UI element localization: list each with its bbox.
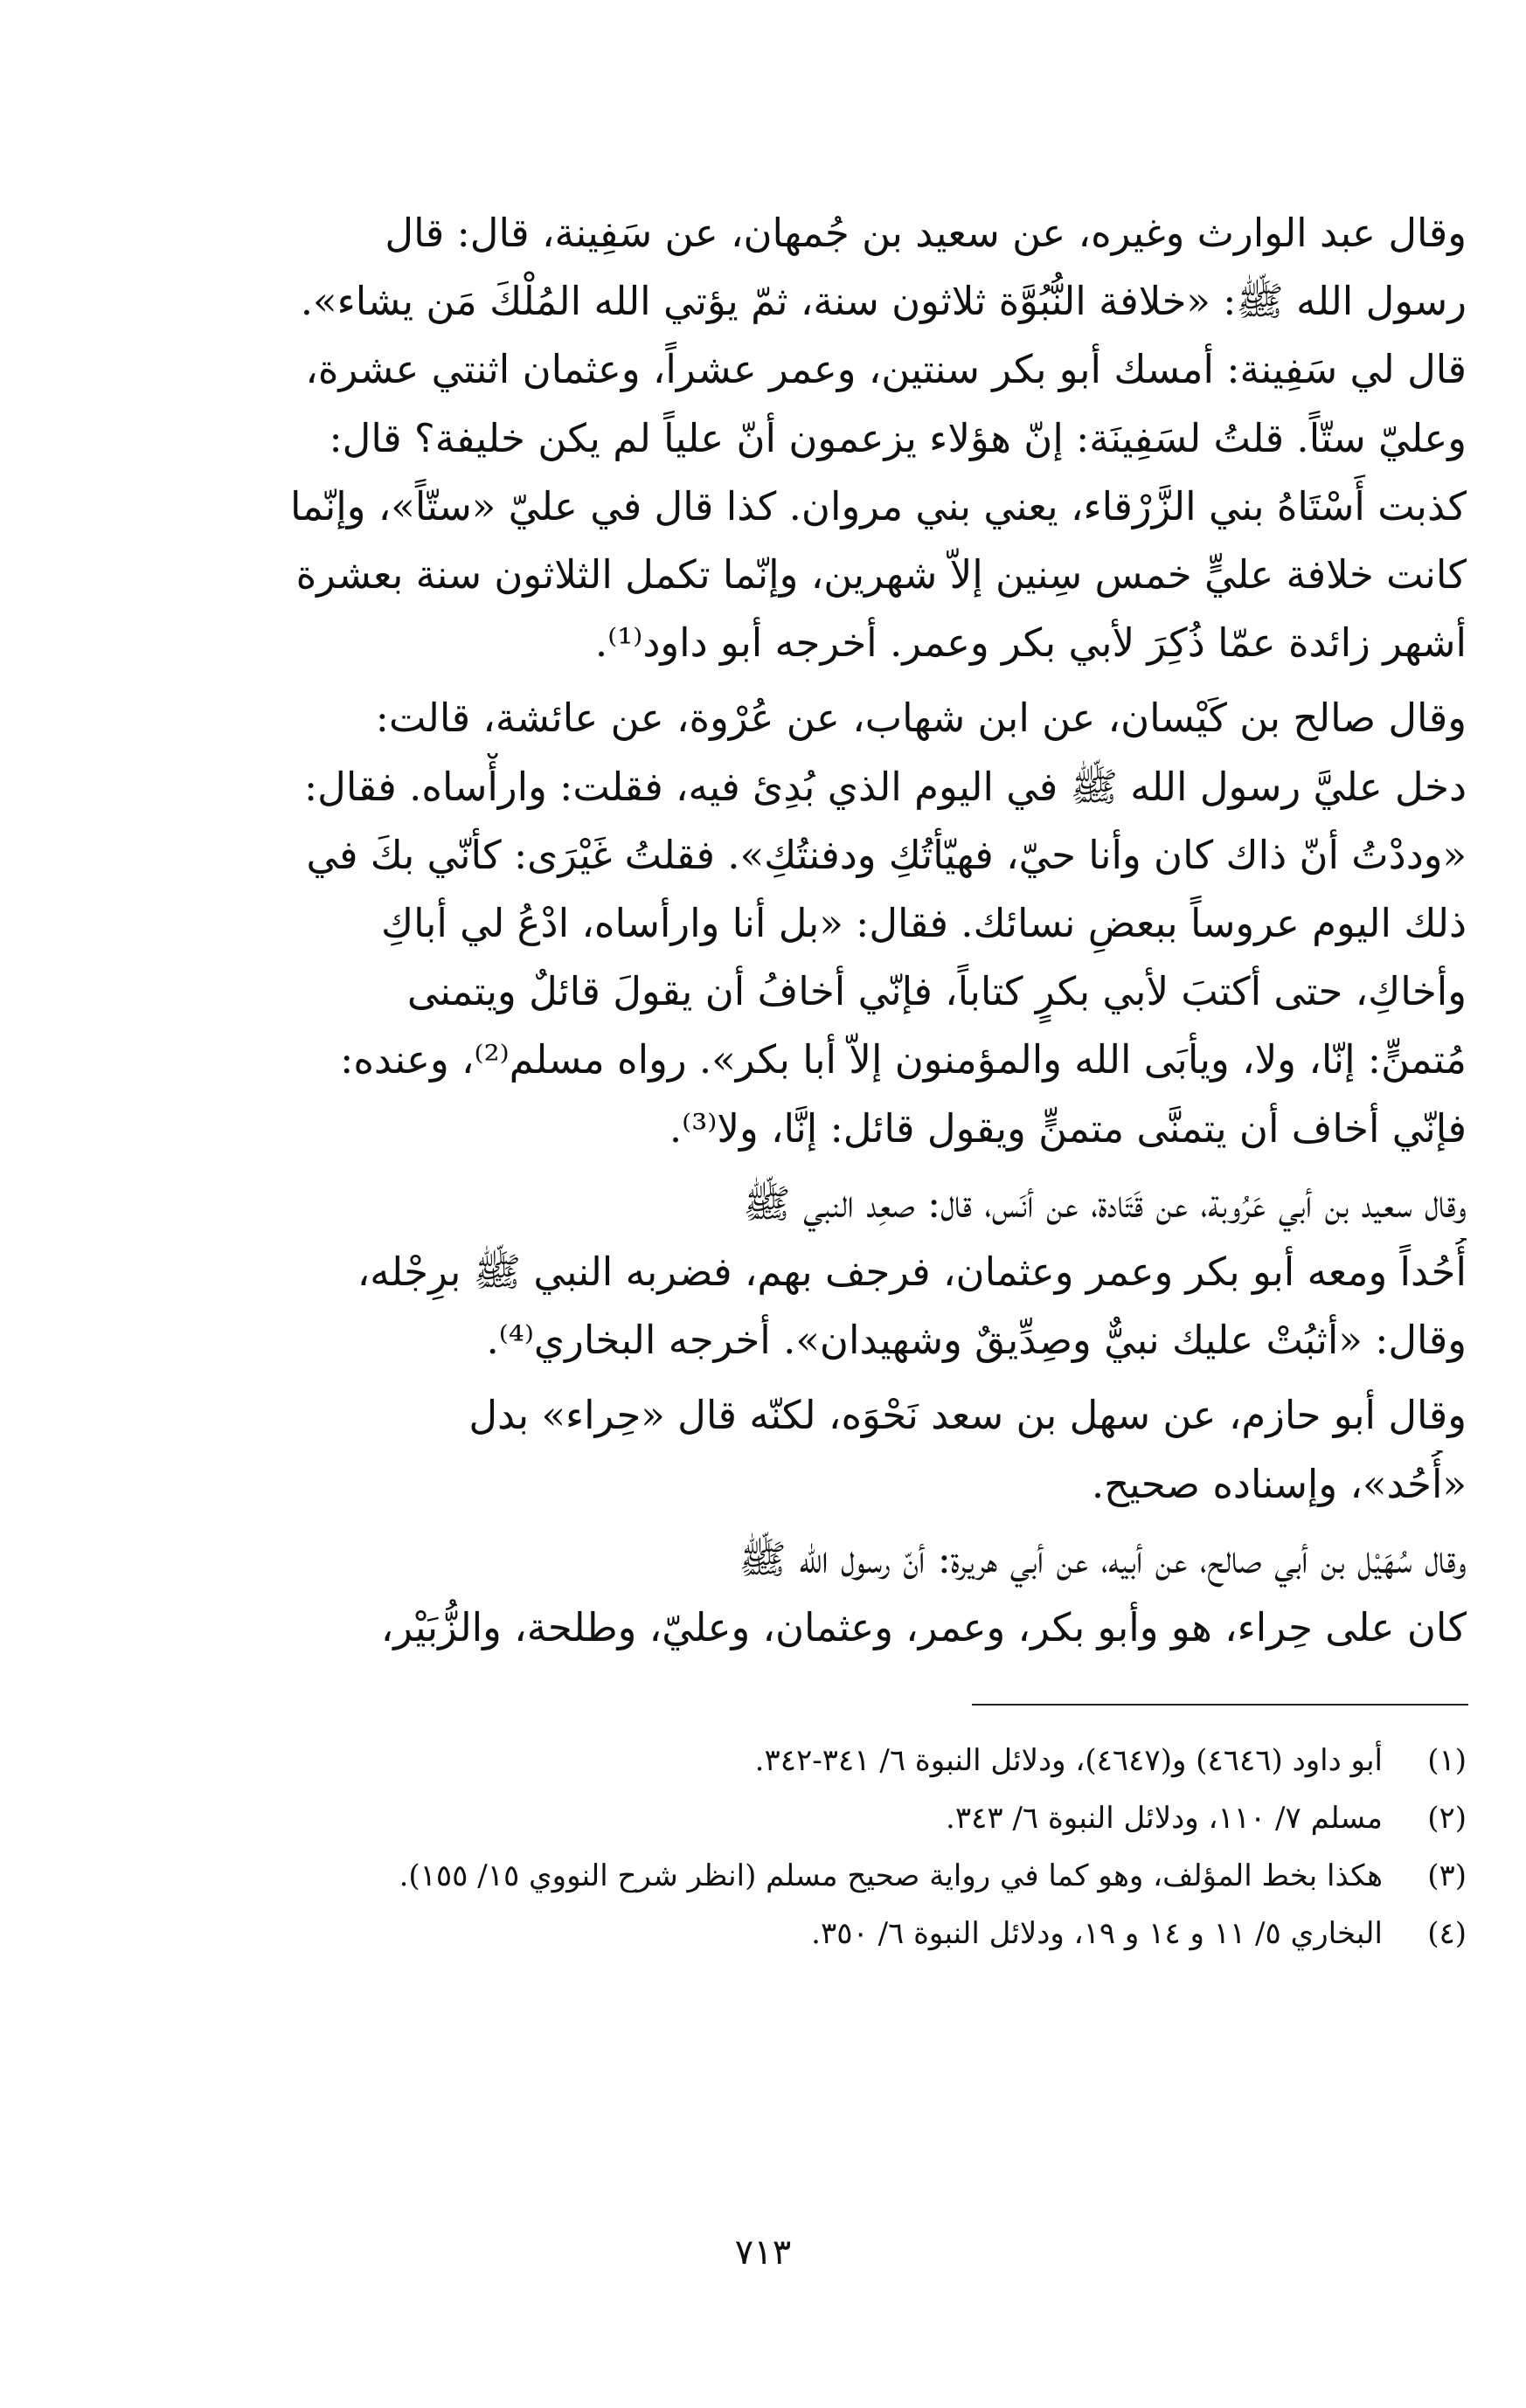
footnote-number: (٢): [1427, 1801, 1467, 1836]
text-line: «وددْتُ أنّ ذاك كان وأنا حيّ، فهيّأتُكِ ودفنتُكِ». فقلتُ غَيْرَى: كأنّي بكَ في: [306, 831, 1467, 878]
text-line: كانت خلافة عليٍّ خمس سِنين إلاّ شهرين، وإنّما تكمل الثلاثون سنة بعشرة: [295, 551, 1467, 599]
footnote-item: [227, 1735, 1467, 1786]
footnote-divider: [972, 1704, 1468, 1706]
text-line: وعليّ ستّاً. قلتُ لسَفِينَة: إنّ هؤلاء يزعمون أنّ علياً لم يكن خليفة؟ قال:: [329, 414, 1467, 461]
paragraph-hira-hadith: [217, 1526, 1467, 1662]
footnote-number: (٣): [1427, 1858, 1467, 1893]
text-line: وقال: «أثبُتْ عليك نبيٌّ وصِدِّيقٌ وشهيدان». أخرجه البخاري⁽⁴⁾.: [486, 1317, 1467, 1364]
text-line: وقال سُهَيْل بن أبي صالح، عن أبيه، عن أبي هريرة: أنّ رسول الله ﷺ: [739, 1535, 1467, 1582]
text-line: وأخاكِ، حتى أكتبَ لأبي بكرٍ كتاباً، فإنّي أخافُ أن يقولَ قائلٌ ويتمنى: [406, 968, 1467, 1015]
text-line: وقال سعيد بن أبي عَرُوبة، عن قَتَادة، عن أنَس، قال: صعِد النبي ﷺ: [743, 1180, 1467, 1227]
paragraph-hira-note: [217, 1381, 1467, 1518]
text-line: رسول الله ﷺ: «خلافة النُّبُوَّة ثلاثون سنة، ثمّ يؤتي الله المُلْكَ مَن يشاء».: [300, 278, 1467, 325]
footnote-item: [227, 1793, 1467, 1844]
text-line: وقال أبو حازم، عن سهل بن سعد نَحْوَه، لكنّه قال «حِراء» بدل: [468, 1392, 1467, 1439]
paragraph-uhud-hadith: [217, 1170, 1467, 1375]
footnote-text: مسلم ٧/ ١١٠، ودلائل النبوة ٦/ ٣٤٣.: [946, 1801, 1383, 1836]
text-line: فإنّي أخاف أن يتمنَّى متمنٍّ ويقول قائل: إنَّا، ولا⁽³⁾.: [669, 1104, 1467, 1152]
text-line: قال لي سَفِينة: أمسك أبو بكر سنتين، وعمر عشراً، وعثمان اثنتي عشرة،: [305, 346, 1467, 393]
paragraph-aisha-hadith: [217, 684, 1467, 1162]
text-line: دخل عليَّ رسول الله ﷺ في اليوم الذي بُدِئ فيه، فقلت: وارأْساه. فقال:: [303, 763, 1467, 810]
footnotes-block: [227, 1735, 1467, 1966]
footnote-number: (١): [1427, 1743, 1467, 1778]
text-line: أُحُداً ومعه أبو بكر وعمر وعثمان، فرجف بهم، فضربه النبي ﷺ برِجْله،: [357, 1249, 1467, 1296]
footnote-item: [227, 1908, 1467, 1959]
text-line: مُتمنٍّ: إنّا، ولا، ويأبَى الله والمؤمنون إلاّ أبا بكر». رواه مسلم⁽²⁾، وعنده:: [340, 1036, 1467, 1083]
text-line: وقال عبد الوارث وغيره، عن سعيد بن جُمهان، عن سَفِينة، قال: قال: [385, 210, 1467, 256]
text-line: كان على حِراء، هو وأبو بكر، وعمر، وعثمان، وعليّ، وطلحة، والزُّبَيْر،: [380, 1604, 1467, 1651]
text-line: «أُحُد»، وإسناده صحيح.: [1091, 1460, 1467, 1507]
text-line: وقال صالح بن كَيْسان، عن ابن شهاب، عن عُرْوة، عن عائشة، قالت:: [375, 695, 1467, 742]
footnote-text: البخاري ٥/ ١١ و ١٤ و ١٩، ودلائل النبوة ٦/ ٣٥٠.: [811, 1916, 1383, 1951]
footnote-item: [227, 1851, 1467, 1901]
footnote-text: هكذا بخط المؤلف، وهو كما في رواية صحيح مسلم (انظر شرح النووي ١٥/ ١٥٥).: [399, 1858, 1383, 1893]
paragraph-saffina-hadith: [217, 199, 1467, 677]
text-line: أشهر زائدة عمّا ذُكِرَ لأبي بكر وعمر. أخرجه أبو داود⁽¹⁾.: [594, 619, 1467, 667]
page-number: ٧١٣: [734, 2232, 792, 2273]
text-line: كذبت أَسْتَاهُ بني الزَّرْقاء، يعني بني مروان. كذا قال في عليّ «ستّاً»، وإنّما: [289, 482, 1467, 529]
main-text-block: [217, 199, 1467, 1662]
text-line: ذلك اليوم عروساً ببعضِ نسائك. فقال: «بل أنا وارأساه، ادْعُ لي أباكِ: [381, 900, 1467, 947]
footnote-text: أبو داود (٤٦٤٦) و(٤٦٤٧)، ودلائل النبوة ٦/ ٣٤١-٣٤٢.: [754, 1743, 1383, 1778]
footnote-number: (٤): [1427, 1916, 1467, 1951]
